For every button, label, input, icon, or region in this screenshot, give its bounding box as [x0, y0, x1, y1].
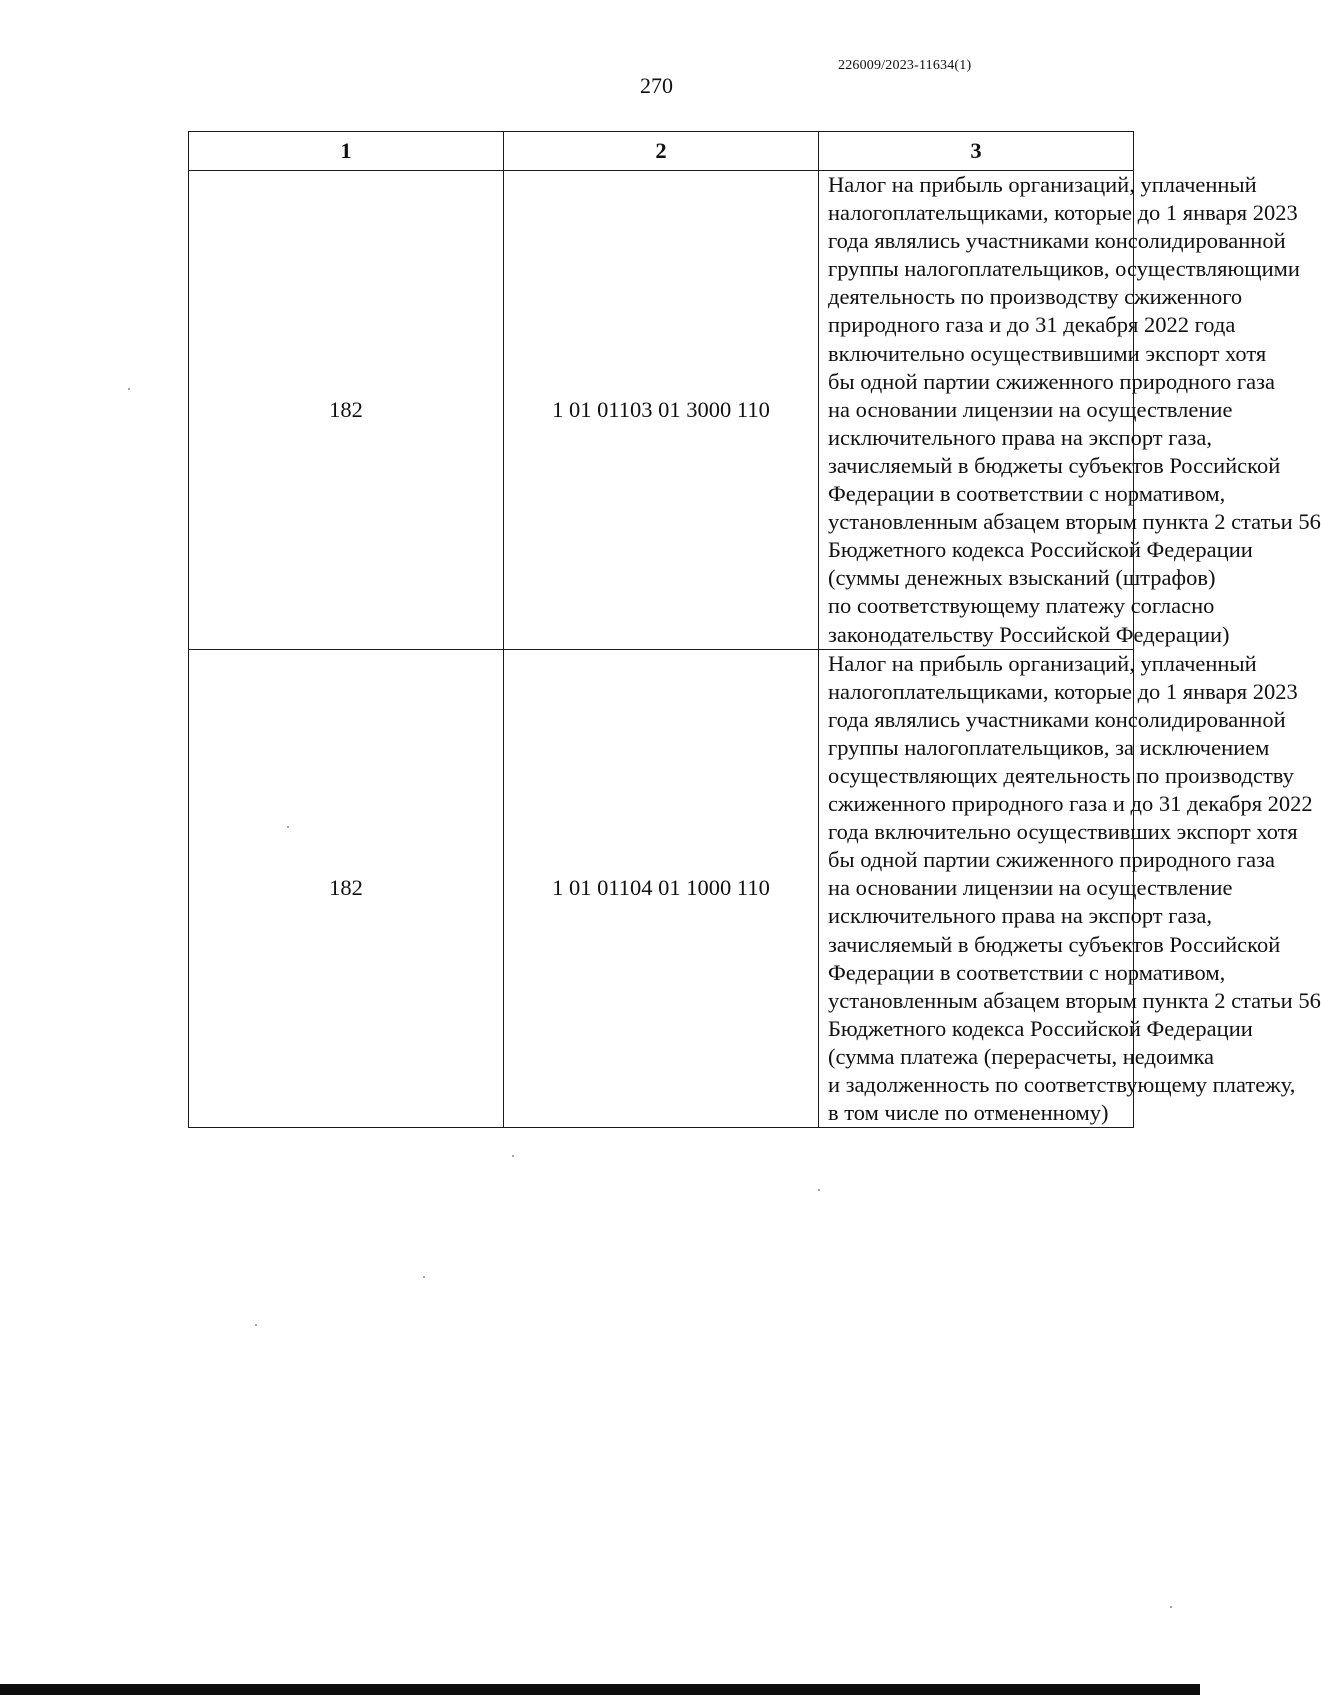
column-header-1: 1 [189, 132, 504, 171]
description-line: Бюджетного кодекса Российской Федерации [828, 1015, 1253, 1041]
description-line: на основании лицензии на осуществление [828, 875, 1233, 901]
description-line: группы налогоплательщиков, осуществляющими [828, 256, 1300, 282]
scan-speck [255, 1324, 257, 1326]
column-header-2: 2 [504, 132, 819, 171]
description-line: года являлись участниками консолидированной [828, 706, 1286, 732]
admin-code-cell: 182 [189, 649, 504, 1128]
description-line: исключительного права на экспорт газа, [828, 424, 1212, 450]
description-cell [819, 649, 1321, 1128]
table-row [189, 649, 1134, 1128]
scan-bottom-edge [0, 1684, 1200, 1695]
scan-speck [512, 1155, 514, 1157]
description-line: исключительного права на экспорт газа, [828, 903, 1212, 929]
header-row [189, 132, 1134, 171]
column-header-3: 3 [819, 132, 1134, 171]
description-line: по соответствующему платежу согласно [828, 593, 1215, 619]
description-line: на основании лицензии на осуществление [828, 396, 1233, 422]
description-line: природного газа и до 31 декабря 2022 года [828, 312, 1236, 338]
description-line: (сумма платежа (перерасчеты, недоимка [828, 1043, 1215, 1069]
description-line: в том числе по отмененному) [828, 1100, 1109, 1126]
description-line: (суммы денежных взысканий (штрафов) [828, 565, 1216, 591]
description-line: установленным абзацем вторым пункта 2 статьи 56 [828, 509, 1321, 535]
description-line: и задолженность по соответствующему платежу, [828, 1072, 1296, 1097]
description-line: включительно осуществившими экспорт хотя [828, 340, 1267, 366]
description-line: бы одной партии сжиженного природного газа [828, 847, 1275, 873]
description-line: Налог на прибыль организаций, уплаченный [828, 650, 1257, 676]
scan-speck [128, 388, 130, 390]
scan-speck [1170, 1606, 1172, 1608]
document-registration-number: 226009/2023-11634(1) [838, 58, 972, 73]
scan-speck [423, 1276, 425, 1278]
table-row [189, 171, 1134, 650]
table-body [189, 171, 1321, 1128]
description-line: зачисляемый в бюджеты субъектов Российской [828, 931, 1281, 957]
description-line: законодательству Российской Федерации) [828, 621, 1230, 647]
page-number: 270 [640, 73, 673, 98]
description-line: группы налогоплательщиков, за исключением [828, 734, 1270, 760]
description-line: налогоплательщиками, которые до 1 января 2023 [828, 678, 1298, 704]
description-cell [819, 171, 1321, 650]
scan-speck [818, 1189, 820, 1191]
description-line: осуществляющих деятельность по производству [828, 762, 1294, 788]
budget-classification-table [188, 131, 1321, 1128]
scan-speck [287, 826, 289, 828]
description-line: года являлись участниками консолидированной [828, 228, 1286, 254]
kbk-code-cell: 1 01 01104 01 1000 110 [504, 649, 819, 1128]
description-line: Федерации в соответствии с нормативом, [828, 959, 1226, 985]
description-line: установленным абзацем вторым пункта 2 статьи 56 [828, 987, 1321, 1013]
description-line: деятельность по производству сжиженного [828, 284, 1243, 310]
description-line: Налог на прибыль организаций, уплаченный [828, 172, 1257, 197]
admin-code-cell: 182 [189, 171, 504, 650]
description-line: Федерации в соответствии с нормативом, [828, 481, 1226, 507]
description-line: зачисляемый в бюджеты субъектов Российской [828, 452, 1281, 478]
description-line: сжиженного природного газа и до 31 декабря 2022 [828, 791, 1313, 817]
description-line: года включительно осуществивших экспорт хотя [828, 819, 1298, 845]
description-line: бы одной партии сжиженного природного газа [828, 368, 1275, 394]
description-line: Бюджетного кодекса Российской Федерации [828, 537, 1253, 563]
description-line: налогоплательщиками, которые до 1 января 2023 [828, 200, 1298, 226]
table-header [189, 132, 1134, 171]
kbk-code-cell: 1 01 01103 01 3000 110 [504, 171, 819, 650]
